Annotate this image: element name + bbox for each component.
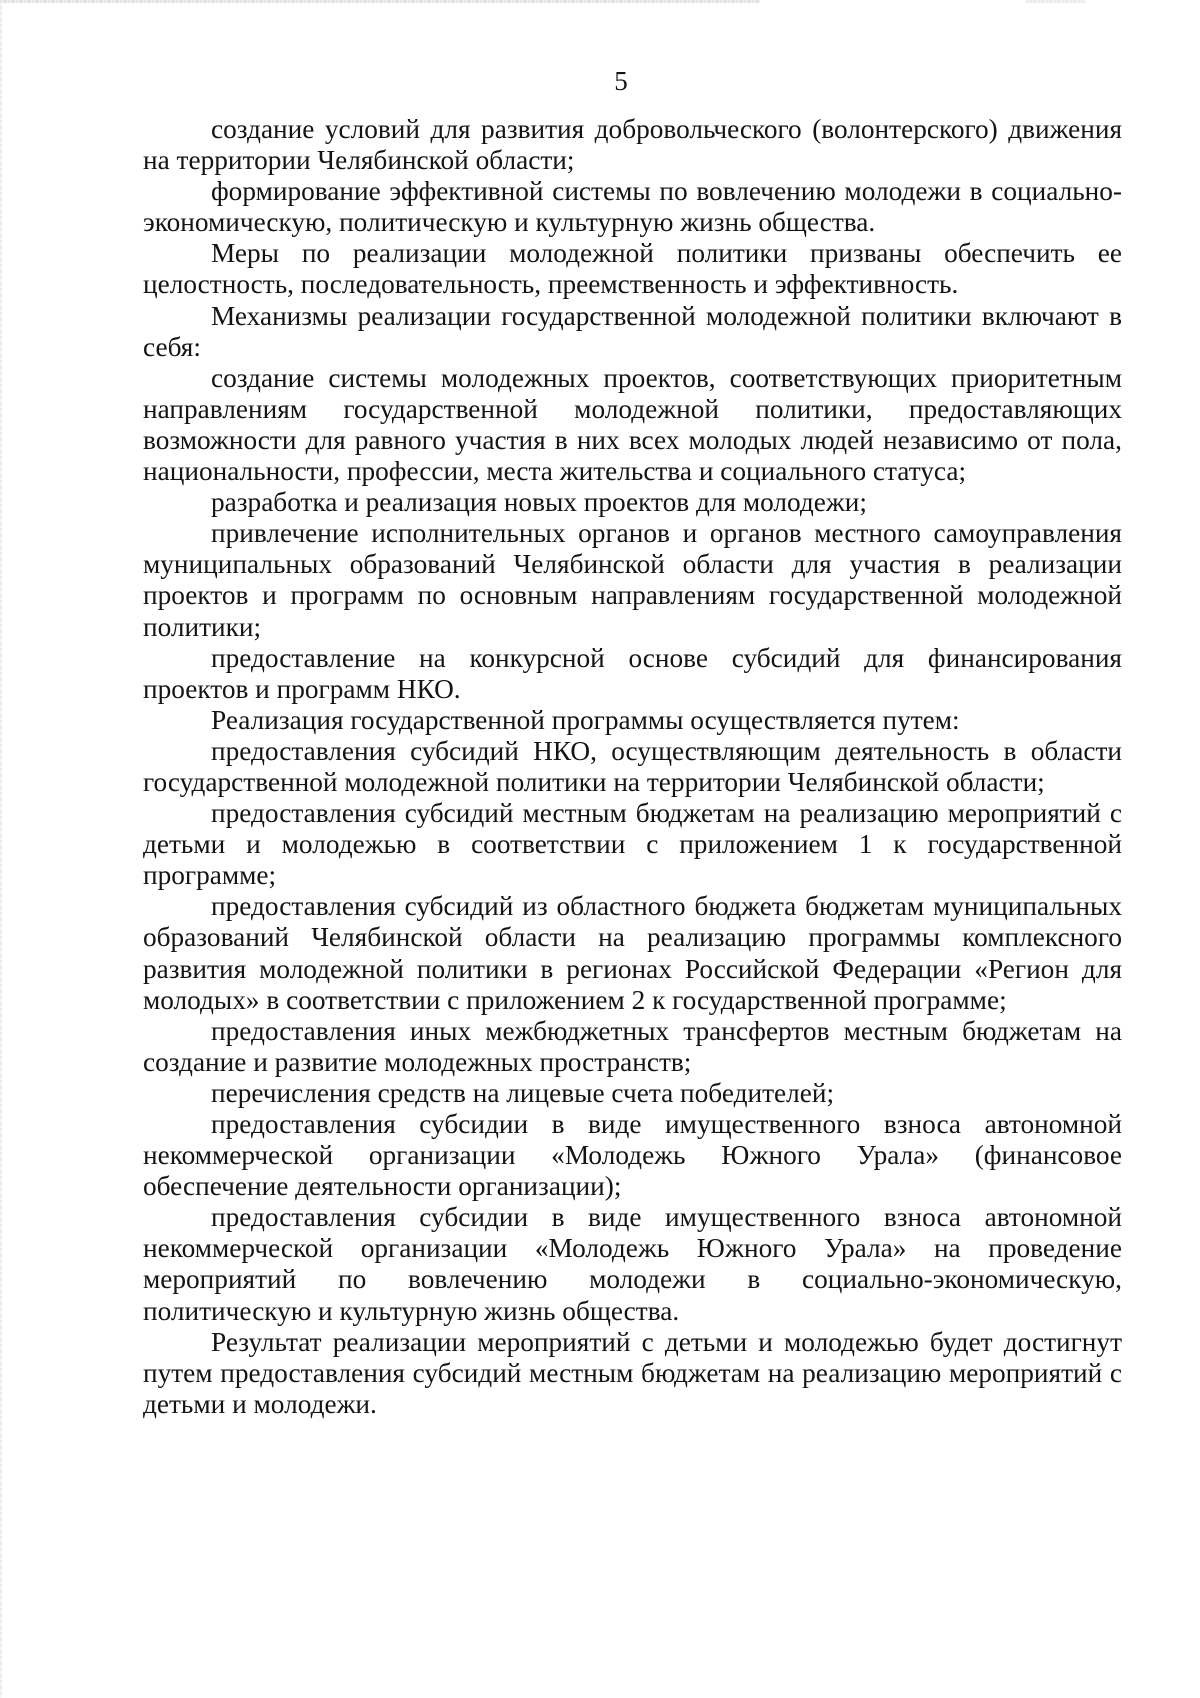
paragraph: перечисления средств на лицевые счета победителей; [211, 1077, 835, 1108]
paragraph: Механизмы реализации государственной молодежной политики включают в себя: [143, 300, 1122, 362]
paragraph: Результат реализации мероприятий с детьми и молодежью будет достигнут путем предоставления субсидий местным бюджетам на реализацию мероприятий с детьми и молодежи. [143, 1326, 1122, 1419]
paragraph: предоставления субсидии в виде имущественного взноса автономной некоммерческой организации «Молодежь Южного Урала» на проведение мероприятий по вовлечению молодежи в социально-экономическую, политическую и культурную жизнь общества. [143, 1202, 1122, 1326]
paragraph: предоставления субсидий НКО, осуществляющим деятельность в области государственной молодежной политики на территории Челябинской области; [143, 735, 1122, 797]
paragraph: предоставления субсидий из областного бюджета бюджетам муниципальных образований Челябинской области на реализацию программы комплексного развития молодежной политики в регионах Российской Федерации «Регион для молодых» в соответствии с приложением 2 к государственной программе; [143, 891, 1122, 1015]
scan-edge-right [1026, 0, 1086, 3]
page-number: 5 [614, 66, 628, 96]
paragraph: Реализация государственной программы осуществляется путем: [211, 704, 960, 735]
paragraph: привлечение исполнительных органов и органов местного самоуправления муниципальных образований Челябинской области для участия в реализации проектов и программ по основным направлениям государственной молодежной политики; [143, 518, 1122, 642]
paragraph: предоставления субсидии в виде имущественного взноса автономной некоммерческой организации «Молодежь Южного Урала» (финансовое обеспечение деятельности организации); [143, 1109, 1122, 1202]
paragraph: создание условий для развития добровольческого (волонтерского) движения на территории Челябинской области; [143, 114, 1122, 176]
paragraph: разработка и реализация новых проектов для молодежи; [211, 487, 867, 518]
paragraph: предоставления субсидий местным бюджетам на реализацию мероприятий с детьми и молодежью в соответствии с приложением 1 к государственной программе; [143, 798, 1122, 891]
paragraph: создание системы молодежных проектов, соответствующих приоритетным направлениям государственной молодежной политики, предоставляющих возможности для равного участия в них всех молодых людей независимо от пола, национальности, профессии, места жительства и социального статуса; [143, 362, 1122, 487]
paragraph: Меры по реализации молодежной политики призваны обеспечить ее целостность, последовательность, преемственность и эффективность. [143, 238, 1122, 300]
paragraph: предоставление на конкурсной основе субсидий для финансирования проектов и программ НКО. [143, 642, 1122, 704]
scan-edge-left [0, 0, 2, 1698]
document-body [143, 114, 1122, 1420]
scan-edge-top [0, 0, 760, 3]
paragraph: предоставления иных межбюджетных трансфертов местным бюджетам на создание и развитие молодежных пространств; [143, 1015, 1122, 1077]
paragraph: формирование эффективной системы по вовлечению молодежи в социально-экономическую, политическую и культурную жизнь общества. [143, 176, 1122, 238]
